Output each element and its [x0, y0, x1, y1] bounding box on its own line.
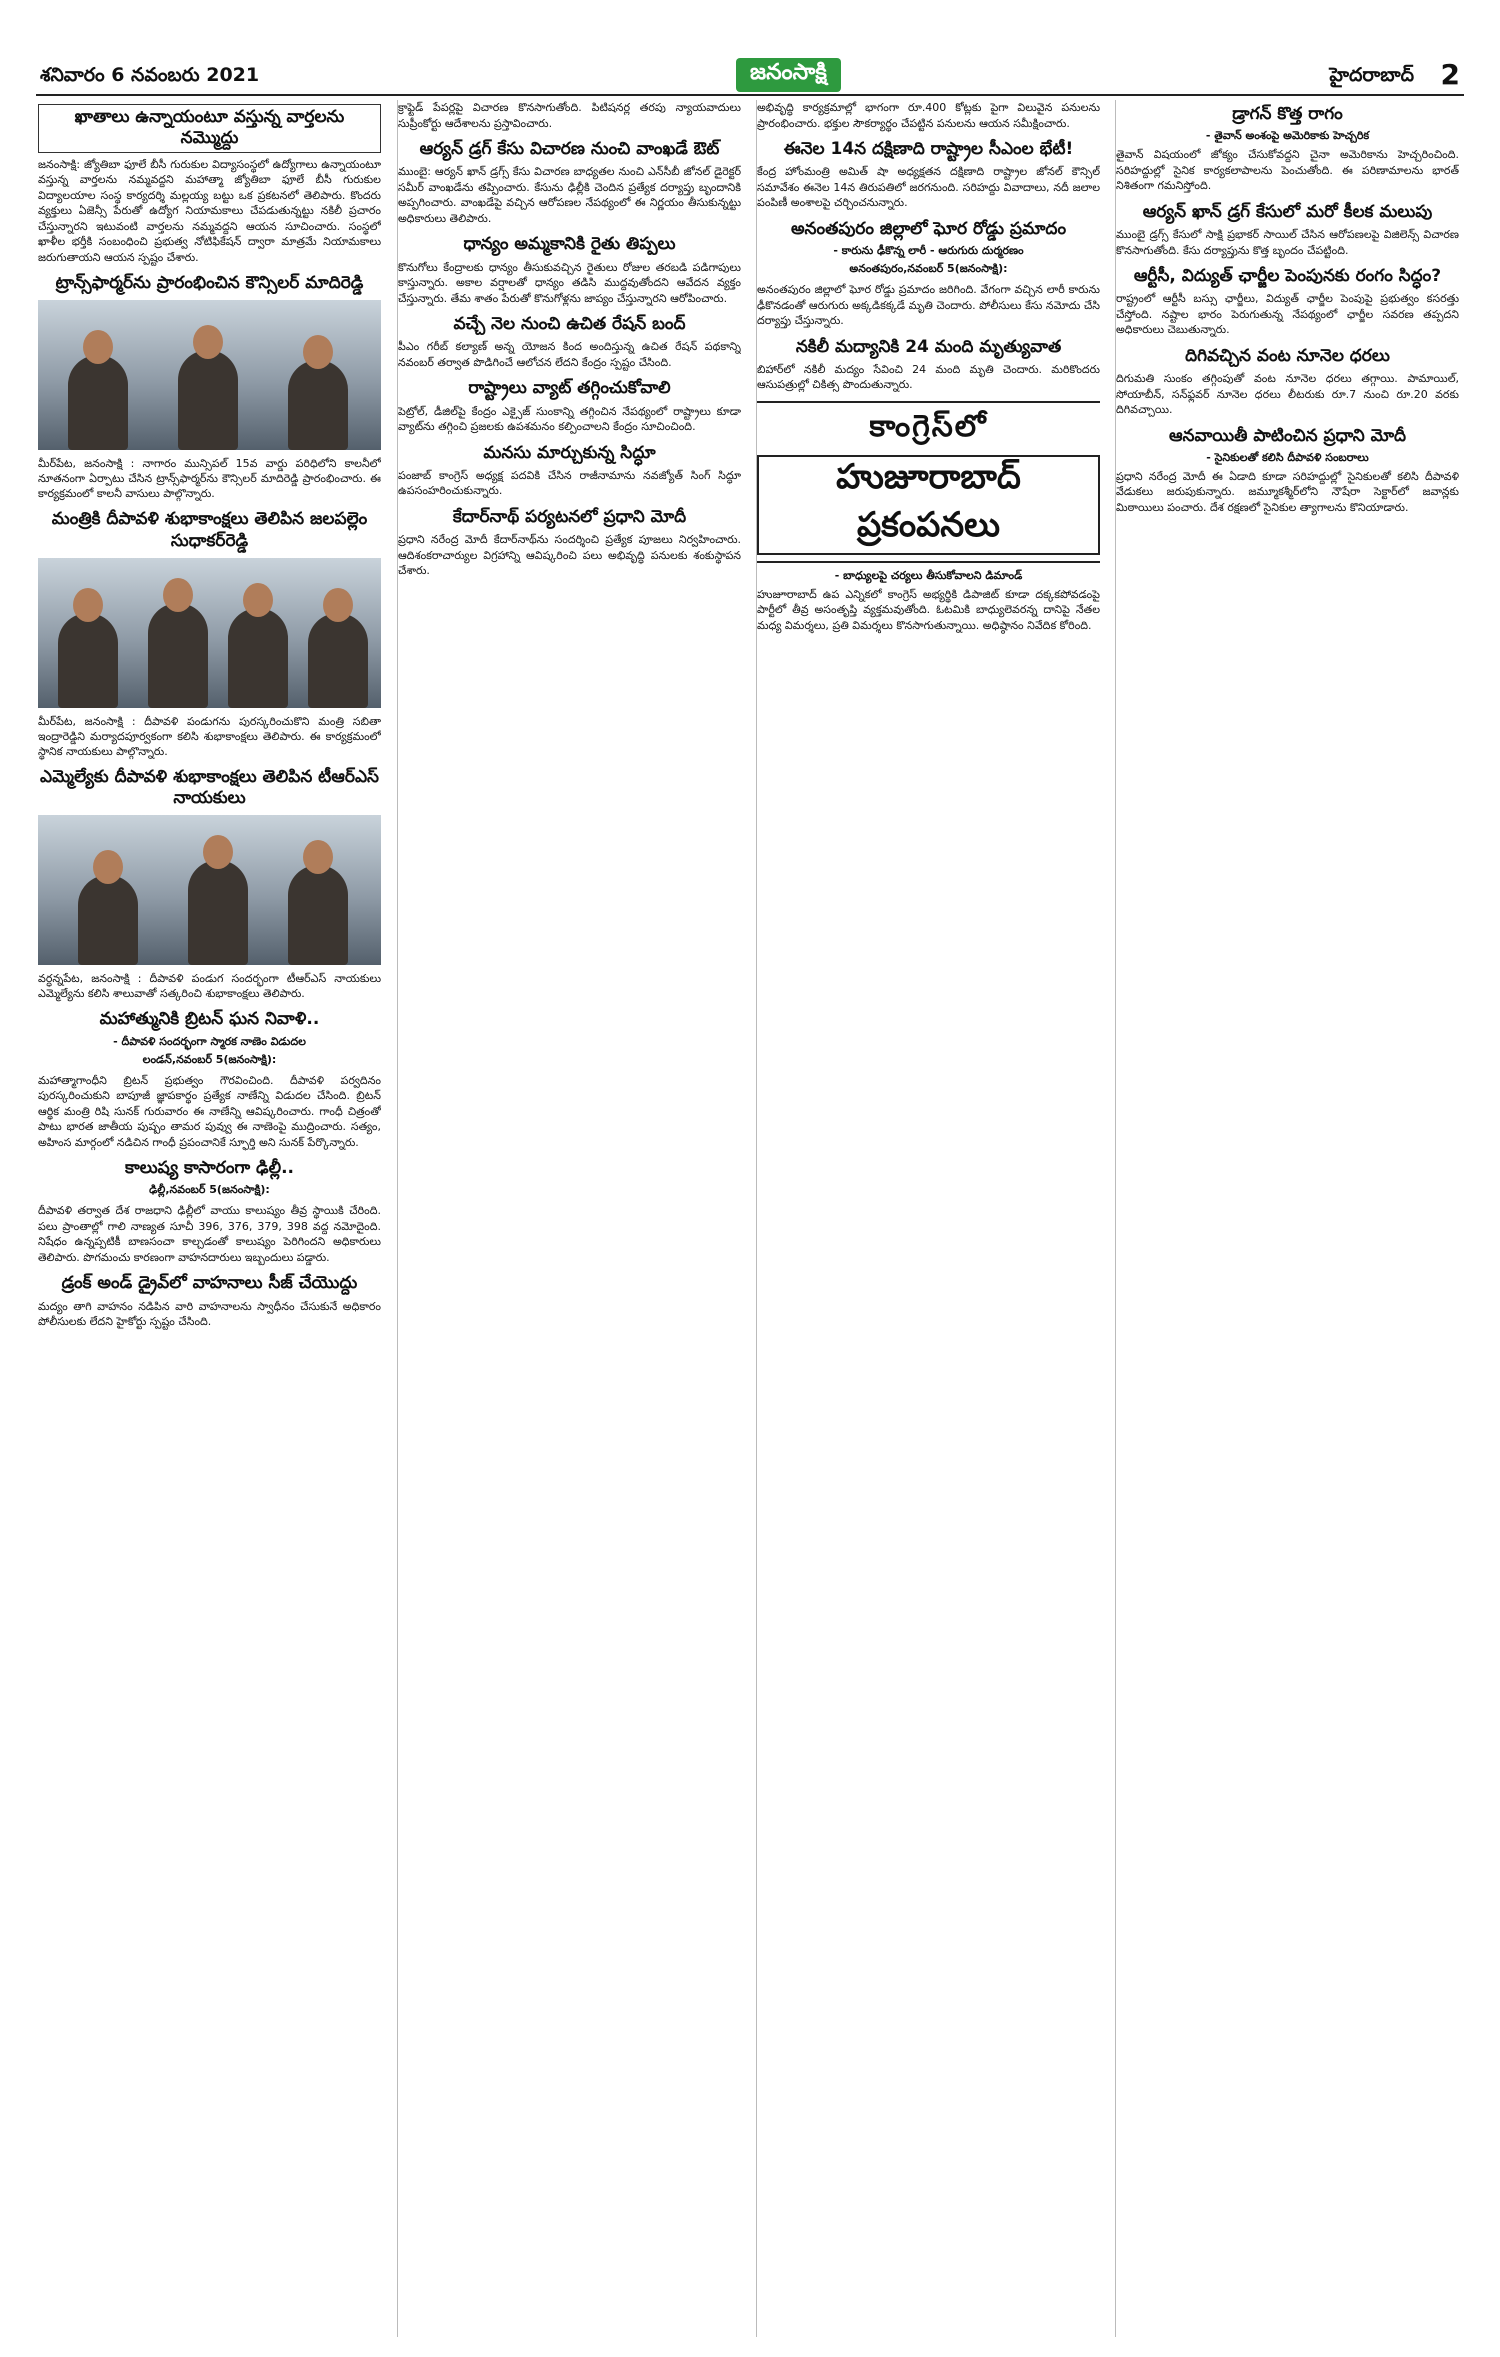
article — [398, 507, 741, 579]
article-body: మహాత్మాగాంధీని బ్రిటన్ ప్రభుత్వం గౌరవించింది. దీపావళి పర్వదినం పురస్కరించుకుని బాపూజీ జ్ఞాపకార్థం ప్రత్యేక నాణేన్ని విడుదల చేసింది. బ్రిటన్ ఆర్థిక మంత్రి రిషి సునక్ గురువారం ఈ నాణేన్ని ఆవిష్కరించారు. గాంధీ చిత్రంతో పాటు భారత జాతీయ పుష్పం తామర పువ్వు ఈ నాణెంపై ముద్రించారు. సత్యం, అహింస మార్గంలో నడిచిన గాంధీ ప్రపంచానికే స్ఫూర్తి అని సునక్ పేర్కొన్నారు. — [38, 1073, 381, 1149]
headline: ట్రాన్స్‌ఫార్మర్‌ను ప్రారంభించిన కౌన్సిలర్ మాదిరెడ్డి — [55, 273, 364, 293]
article — [398, 100, 741, 131]
article-body: ప్రధాని నరేంద్ర మోదీ ఈ ఏడాది కూడా సరిహద్దుల్లో సైనికులతో కలిసి దీపావళి వేడుకలు జరుపుకున్నారు. జమ్మూకశ్మీర్‌లోని నౌషేరా సెక్టార్‌లో జవాన్లకు మిఠాయిలు పంచారు. దేశ రక్షణలో సైనికుల త్యాగాలను కొనియాడారు. — [1116, 469, 1459, 514]
dateline: ఢిల్లీ,నవంబర్ 5(జనంసాక్షి): — [149, 1183, 270, 1197]
article-body: ముంబై డ్రగ్స్ కేసులో సాక్షి ప్రభాకర్ సాయిల్ చేసిన ఆరోపణలపై విజిలెన్స్ విచారణ కొనసాగుతోంది. కేసు దర్యాప్తును కొత్త బృందం చేపట్టింది. — [1116, 228, 1459, 257]
headline: ఎమ్మెల్యేకు దీపావళి శుభాకాంక్షలు తెలిపిన టీఆర్‌ఎస్ నాయకులు — [40, 766, 379, 808]
dateline: అనంతపురం,నవంబర్ 5(జనంసాక్షి): — [849, 262, 1008, 275]
masthead-logo: జనంసాక్షి — [736, 58, 841, 92]
article — [38, 1158, 381, 1265]
headline: మనసు మార్చుకున్న సిద్ధూ — [483, 442, 656, 463]
article-body: తైవాన్ విషయంలో జోక్యం చేసుకోవద్దని చైనా అమెరికాను హెచ్చరించింది. సరిహద్దుల్లో సైనిక కార్యకలాపాలను పెంచుతోంది. ఈ పరిణామాలను భారత్ నిశితంగా గమనిస్తోంది. — [1116, 148, 1459, 193]
column-1 — [38, 100, 381, 2337]
article-body: పంజాబ్ కాంగ్రెస్ అధ్యక్ష పదవికి చేసిన రాజీనామాను నవజ్యోత్ సింగ్ సిద్ధూ ఉపసంహరించుకున్నారు. — [398, 468, 741, 498]
article — [38, 1009, 381, 1150]
article — [398, 314, 741, 370]
article-body: అభివృద్ధి కార్యక్రమాల్లో భాగంగా రూ.400 కోట్లకు పైగా విలువైన పనులను ప్రారంభించారు. భక్తుల సౌకర్యార్థం చేపట్టిన పనులను ఆయన సమీక్షించారు. — [757, 101, 1100, 130]
headline: రాష్ట్రాలు వ్యాట్ తగ్గించుకోవాలి — [468, 378, 671, 399]
headline: ఖాతాలు ఉన్నాయంటూ వస్తున్న వార్తలను నమ్మొద్దు — [38, 104, 381, 153]
headline: ఆర్యన్ డ్రగ్ కేసు విచారణ నుంచి వాంఖడే ఔట్ — [419, 139, 720, 159]
article — [1116, 346, 1459, 418]
article-body: బిహార్‌లో నకిలీ మద్యం సేవించి 24 మంది మృతి చెందారు. మరికొందరు ఆసుపత్రుల్లో చికిత్స పొందుతున్నారు. — [757, 362, 1100, 392]
feature-article — [757, 401, 1100, 634]
headline: ఈనెల 14న దక్షిణాది రాష్ట్రాల సీఎంల భేటీ! — [783, 139, 1074, 159]
headline: దిగివచ్చిన వంట నూనెల ధరలు — [1185, 345, 1390, 366]
article-body: అనంతపురం జిల్లాలో ఘోర రోడ్డు ప్రమాదం జరిగింది. వేగంగా వచ్చిన లారీ కారును ఢీకొనడంతో ఆరుగురు అక్కడికక్కడే మృతి చెందారు. పోలీసులు కేసు నమోదు చేసి దర్యాప్తు చేస్తున్నారు. — [757, 283, 1100, 327]
photo-caption: మీర్‌పేట, జనంసాక్షి : దీపావళి పండుగను పురస్కరించుకొని మంత్రి సబితా ఇంద్రారెడ్డిని మర్యాదపూర్వకంగా కలిసి శుభాకాంక్షలు తెలిపారు. ఈ కార్యక్రమంలో స్థానిక నాయకులు పాల్గొన్నారు. — [38, 714, 381, 758]
article — [1116, 426, 1459, 516]
article-body: క్రాఫ్టెడ్ పేపర్లపై విచారణ కొనసాగుతోంది. పిటిషనర్ల తరపు న్యాయవాదులు సుప్రీంకోర్టు ఆదేశాలను ప్రస్తావించారు. — [398, 101, 741, 130]
headline: వచ్చే నెల నుంచి ఉచిత రేషన్ బంద్ — [453, 314, 686, 334]
article — [1116, 104, 1459, 194]
column-3 — [756, 100, 1100, 2337]
headline: కాలుష్య కాసారంగా ఢిల్లీ.. — [124, 1158, 295, 1178]
headline: ఆనవాయితీ పాటించిన ప్రధాని మోదీ — [1168, 425, 1407, 446]
headline: ఆర్టీసీ, విద్యుత్ ఛార్జీల పెంపునకు రంగం సిద్ధం? — [1133, 266, 1442, 286]
subheadline: - దీపావళి సందర్భంగా స్మారక నాణెం విడుదల — [113, 1034, 306, 1048]
article — [757, 100, 1100, 131]
article-body: పెట్రోల్, డీజిల్‌పై కేంద్రం ఎక్సైజ్ సుంకాన్ని తగ్గించిన నేపథ్యంలో రాష్ట్రాలు కూడా వ్యాట్‌ను తగ్గించి ప్రజలకు ఉపశమనం కల్పించాలని కేంద్రం సూచించింది. — [398, 404, 741, 433]
display-headline-line1: కాంగ్రెస్‌లో — [869, 408, 988, 444]
headline: డ్రంక్ అండ్ డ్రైవ్‌లో వాహనాలు సీజ్ చేయొద్దు — [61, 1273, 358, 1294]
page-number: 2 — [1440, 58, 1460, 91]
article-body: రాష్ట్రంలో ఆర్టీసీ బస్సు ఛార్జీలు, విద్యుత్ ఛార్జీల పెంపుపై ప్రభుత్వం కసరత్తు చేస్తోంది. నష్టాల భారం పెరుగుతున్న నేపథ్యంలో ఛార్జీల సవరణ తప్పదని అధికారులు చెబుతున్నారు. — [1116, 292, 1459, 337]
edition-city: హైదరాబాద్ — [1329, 64, 1414, 86]
article — [398, 443, 741, 499]
dateline: లండన్,నవంబర్ 5(జనంసాక్షి): — [142, 1052, 277, 1066]
subheadline: - కారును ఢీకొన్న లారీ - ఆరుగురు దుర్మరణం — [833, 244, 1024, 257]
article-body: కొనుగోలు కేంద్రాలకు ధాన్యం తీసుకువచ్చిన రైతులు రోజుల తరబడి పడిగాపులు కాస్తున్నారు. అకాల వర్షాలతో ధాన్యం తడిసి ముద్దవుతోందని ఆవేదన వ్యక్తం చేస్తున్నారు. తేమ శాతం పేరుతో కొనుగోళ్లను జాప్యం చేస్తున్నారని ఆరోపించారు. — [398, 260, 741, 305]
display-headline — [757, 401, 1100, 563]
article — [757, 219, 1100, 329]
article-body: దీపావళి తర్వాత దేశ రాజధాని ఢిల్లీలో వాయు కాలుష్యం తీవ్ర స్థాయికి చేరింది. పలు ప్రాంతాల్లో గాలి నాణ్యత సూచీ 396, 376, 379, 398 వద్ద నమోదైంది. నిషేధం ఉన్నప్పటికీ బాణసంచా కాల్చడంతో కాలుష్యం పెరిగిందని అధికారులు తెలిపారు. పొగమంచు కారణంగా వాహనదారులు ఇబ్బందులు పడ్డారు. — [38, 1204, 381, 1264]
news-photo — [38, 815, 381, 965]
article-body: పీఎం గరీబ్ కల్యాణ్ అన్న యోజన కింద అందిస్తున్న ఉచిత రేషన్ పథకాన్ని నవంబర్ తర్వాత పొడిగించే ఆలోచన లేదని కేంద్రం స్పష్టం చేసింది. — [398, 340, 741, 369]
headline: కేదార్‌నాథ్ పర్యటనలో ప్రధాని మోదీ — [452, 506, 687, 527]
article — [1116, 202, 1459, 258]
article — [38, 1273, 381, 1329]
display-headline-line2: హుజూరాబాద్ ప్రకంపనలు — [757, 455, 1100, 555]
article-body: హుజూరాబాద్ ఉప ఎన్నికలో కాంగ్రెస్ అభ్యర్థికి డిపాజిట్ కూడా దక్కకపోవడంపై పార్టీలో తీవ్ర అసంతృప్తి వ్యక్తమవుతోంది. ఓటమికి బాధ్యులెవరన్న దానిపై నేతల మధ్య విమర్శలు, ప్రతి విమర్శలు కొనసాగుతున్నాయి. అధిష్ఠానం నివేదిక కోరింది. — [757, 587, 1100, 632]
subheadline: - సైనికులతో కలిసి దీపావళి సంబరాలు — [1206, 450, 1369, 464]
headline: మంత్రికి దీపావళి శుభాకాంక్షలు తెలిపిన జలపల్లెం సుధాకర్‌రెడ్డి — [51, 509, 368, 551]
article-body: మద్యం తాగి వాహనం నడిపిన వారి వాహనాలను స్వాధీనం చేసుకునే అధికారం పోలీసులకు లేదని హైకోర్టు స్పష్టం చేసింది. — [38, 1299, 381, 1328]
column-4 — [1115, 100, 1459, 2337]
article-body: కేంద్ర హోంమంత్రి అమిత్ షా అధ్యక్షతన దక్షిణాది రాష్ట్రాల జోనల్ కౌన్సిల్ సమావేశం ఈనెల 14న తిరుపతిలో జరగనుంది. సరిహద్దు వివాదాలు, నదీ జలాల పంపిణీ అంశాలపై చర్చించనున్నారు. — [757, 165, 1100, 210]
headline: ఆర్యన్ ఖాన్ డ్రగ్ కేసులో మరో కీలక మలుపు — [1142, 201, 1433, 222]
photo-caption: వర్ధన్నపేట, జనంసాక్షి : దీపావళి పండుగ సందర్భంగా టీఆర్‌ఎస్ నాయకులు ఎమ్మెల్యేను కలిసి శాలువాతో సత్కరించి శుభాకాంక్షలు తెలిపారు. — [38, 972, 381, 1001]
article — [38, 767, 381, 1002]
photo-caption: మీర్‌పేట, జనంసాక్షి : నాగారం మున్సిపల్ 15వ వార్డు పరిధిలోని కాలనీలో నూతనంగా ఏర్పాటు చేసిన ట్రాన్స్‌ఫార్మర్‌ను కౌన్సిలర్ మాదిరెడ్డి ప్రారంభించారు. ఈ కార్యక్రమంలో కాలనీ వాసులు పాల్గొన్నారు. — [38, 457, 381, 501]
article — [38, 273, 381, 501]
headline: ధాన్యం అమ్మకానికి రైతు తిప్పలు — [463, 234, 676, 255]
headline: డ్రాగన్ కొత్త రాగం — [1232, 104, 1343, 124]
headline: మహాత్మునికి బ్రిటన్ ఘన నివాళి.. — [99, 1009, 320, 1030]
article-body: ముంబై: ఆర్యన్ ఖాన్ డ్రగ్స్ కేసు విచారణ బాధ్యతల నుంచి ఎన్‌సీబీ జోనల్ డైరెక్టర్ సమీర్ వాంఖడేను తప్పించారు. కేసును ఢిల్లీకి చెందిన ప్రత్యేక దర్యాప్తు బృందానికి అప్పగించారు. వాంఖడేపై వచ్చిన ఆరోపణల నేపథ్యంలో ఈ నిర్ణయం తీసుకున్నట్టు అధికారులు తెలిపారు. — [398, 165, 741, 225]
news-photo — [38, 300, 381, 450]
article-body: ప్రధాని నరేంద్ర మోదీ కేదార్‌నాథ్‌ను సందర్శించి ప్రత్యేక పూజలు నిర్వహించారు. ఆదిశంకరాచార్యుల విగ్రహాన్ని ఆవిష్కరించి పలు అభివృద్ధి పనులకు శంకుస్థాపన చేశారు. — [398, 533, 741, 577]
page-header — [36, 58, 1464, 96]
article — [757, 139, 1100, 211]
issue-date: శనివారం 6 నవంబరు 2021 — [40, 64, 260, 86]
subheadline: - తైవాన్ అంశంపై అమెరికాకు హెచ్చరిక — [1205, 129, 1370, 143]
headline: నకిలీ మద్యానికి 24 మంది మృత్యువాత — [795, 336, 1062, 357]
article-body: దిగుమతి సుంకం తగ్గింపుతో వంట నూనెల ధరలు తగ్గాయి. పామాయిల్, సోయాబీన్, సన్‌ఫ్లవర్ నూనెల ధరలు లీటరుకు రూ.7 నుంచి రూ.20 వరకు దిగివచ్చాయి. — [1116, 372, 1459, 416]
article — [398, 139, 741, 226]
article — [398, 378, 741, 434]
headline: అనంతపురం జిల్లాలో ఘోర రోడ్డు ప్రమాదం — [790, 218, 1067, 239]
column-2 — [397, 100, 741, 2337]
article-body: జనంసాక్షి: జ్యోతిబా ఫూలే బీసీ గురుకుల విద్యాసంస్థలో ఉద్యోగాలు ఉన్నాయంటూ వస్తున్న వార్తలను నమ్మవద్దని మహాత్మా జ్యోతిబా ఫూలే బీసీ గురుకుల విద్యాలయాల సంస్థ కార్యదర్శి మల్లయ్య బట్టు ఒక ప్రకటనలో తెలిపారు. కొందరు వ్యక్తులు ఏజెన్సీ పేరుతో ఉద్యోగ నియామకాలు చేపడుతున్నట్టు నకిలీ ప్రచారం చేస్తున్నారని ఇటువంటి వార్తలను నమ్మవద్దని ఆయన సూచించారు. సంస్థలో ఖాళీల భర్తీకి సంబంధించి ప్రభుత్వ నోటిఫికేషన్ ద్వారా మాత్రమే నియామకాలు జరుగుతాయని ఆయన స్పష్టం చేశారు. — [38, 157, 381, 264]
article — [1116, 266, 1459, 338]
article — [398, 234, 741, 306]
news-photo — [38, 558, 381, 708]
article — [38, 104, 381, 265]
subheadline: - బాధ్యులపై చర్యలు తీసుకోవాలని డిమాండ్ — [834, 568, 1023, 582]
article — [38, 509, 381, 759]
article — [757, 337, 1100, 393]
